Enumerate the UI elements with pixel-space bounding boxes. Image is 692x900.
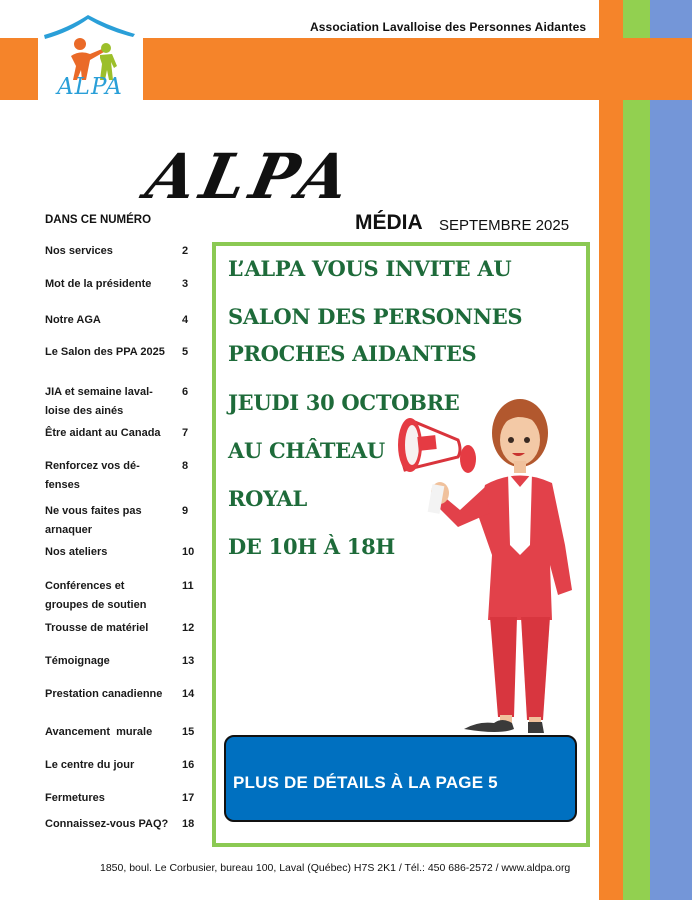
toc-item[interactable]	[45, 383, 195, 421]
toc-heading: DANS CE NUMÉRO	[45, 214, 152, 226]
toc-item-label: Mot de la présidente	[45, 278, 152, 290]
masthead-title: ALPA	[140, 140, 362, 213]
toc-item[interactable]	[45, 311, 195, 330]
toc-item-label: Connaissez-vous PAQ?	[45, 818, 169, 830]
toc-item-page: 13	[182, 655, 195, 667]
toc-item-page: 16	[182, 759, 195, 771]
toc-item-label: Témoignage	[45, 655, 110, 667]
toc-item-page: 11	[182, 580, 194, 592]
toc-item-page: 15	[182, 726, 195, 738]
masthead-subtitle: MÉDIA	[355, 211, 423, 234]
toc-item-label: Renforcez vos dé-fenses	[45, 460, 140, 491]
toc-item-page: 8	[182, 460, 189, 472]
toc-item-label: Notre AGA	[45, 314, 101, 326]
toc-item-page: 6	[182, 386, 189, 398]
toc-item-label: JIA et semaine laval-loise des ainés	[45, 386, 153, 417]
footer-address: 1850, boul. Le Corbusier, bureau 100, Laval (Québec) H7S 2K1 / Tél.: 450 686-2572 / www.aldpa.org	[100, 862, 571, 874]
green-stripe	[623, 0, 650, 900]
promo-line: ROYAL	[228, 486, 307, 511]
toc-item[interactable]	[45, 685, 195, 704]
logo-text: ALPA	[57, 74, 123, 100]
toc-item-label: Conférences et groupes de soutien	[45, 580, 147, 611]
toc-item-label: Nos services	[45, 245, 113, 257]
toc-item[interactable]	[45, 577, 195, 615]
toc-item-label: Avancement murale	[45, 726, 153, 738]
toc-item-page: 4	[182, 314, 189, 326]
blue-stripe	[650, 0, 692, 900]
toc-item[interactable]	[45, 343, 195, 362]
toc-item[interactable]	[45, 619, 195, 638]
promo-line: AU CHÂTEAU	[228, 438, 385, 463]
header-band	[143, 38, 692, 100]
toc-item-page: 14	[182, 688, 195, 700]
toc-item-label: Trousse de matériel	[45, 622, 149, 634]
toc-item[interactable]	[45, 457, 195, 495]
toc-item-label: Prestation canadienne	[45, 688, 163, 700]
woman-megaphone-illustration	[390, 395, 580, 735]
toc-item-label: Être aidant au Canada	[45, 427, 161, 439]
more-details-banner[interactable]	[224, 735, 577, 822]
toc-item-page: 10	[182, 546, 195, 558]
toc-item-label: Le Salon des PPA 2025	[45, 346, 165, 358]
promo-line: L’ALPA VOUS INVITE AU	[228, 256, 512, 281]
promo-line: JEUDI 30 OCTOBRE	[228, 390, 460, 415]
promo-line: SALON DES PERSONNES	[228, 304, 523, 329]
toc-item-page: 18	[182, 818, 195, 830]
orange-stripe	[599, 0, 623, 900]
header-band-left	[0, 38, 38, 100]
toc-item-page: 3	[182, 278, 189, 290]
toc-item[interactable]	[45, 789, 195, 808]
toc-item-page: 9	[182, 505, 189, 517]
toc-item[interactable]	[45, 756, 195, 775]
toc-item[interactable]	[45, 424, 195, 443]
toc-item-page: 5	[182, 346, 189, 358]
toc-item[interactable]	[45, 242, 195, 261]
toc-item[interactable]	[45, 815, 195, 834]
promo-line: PROCHES AIDANTES	[228, 341, 477, 366]
toc-item[interactable]	[45, 275, 195, 294]
promo-line: DE 10H À 18H	[228, 534, 395, 559]
toc-item-page: 2	[182, 245, 189, 257]
toc-item[interactable]	[45, 543, 195, 562]
more-details-label: PLUS DE DÉTAILS À LA PAGE 5	[233, 773, 498, 792]
toc-item-page: 7	[182, 427, 189, 439]
issue-date: SEPTEMBRE 2025	[439, 217, 570, 234]
toc-item-label: Ne vous faites pas arnaquer	[45, 505, 142, 536]
toc-item[interactable]	[45, 652, 195, 671]
toc-item[interactable]	[45, 723, 195, 742]
toc-item-page: 17	[182, 792, 195, 804]
toc-item[interactable]	[45, 502, 195, 540]
toc-item-label: Nos ateliers	[45, 546, 108, 558]
toc-item-label: Le centre du jour	[45, 759, 135, 771]
toc-item-page: 12	[182, 622, 195, 634]
toc-item-label: Fermetures	[45, 792, 105, 804]
association-name: Association Lavalloise des Personnes Aidantes	[310, 20, 587, 34]
